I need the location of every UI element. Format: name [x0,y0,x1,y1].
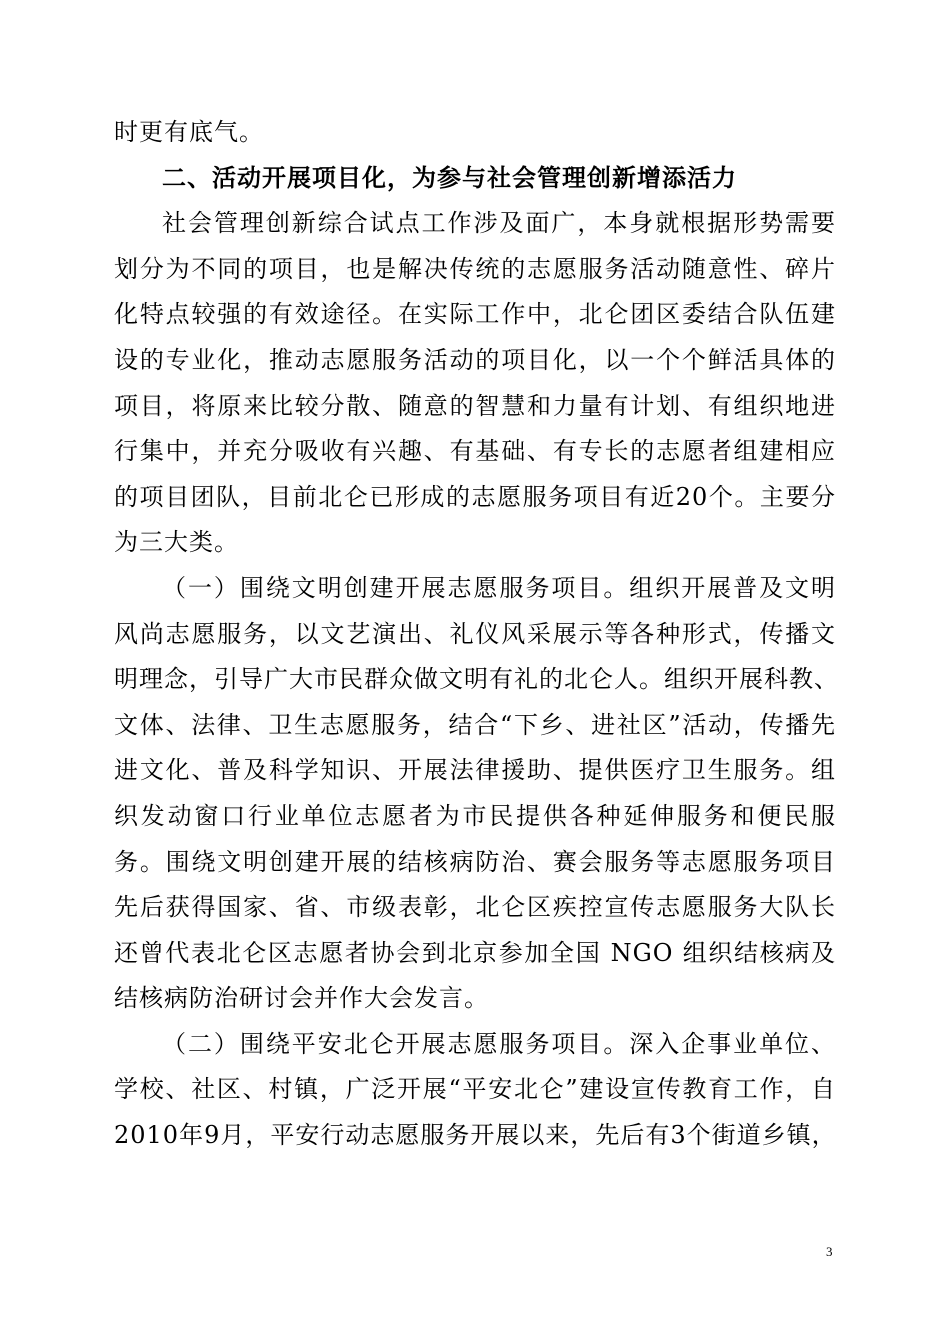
text-line: 为三大类。 [114,528,239,557]
text-line: 划分为不同的项目，也是解决传统的志愿服务活动随意性、碎片 [114,254,836,283]
text-line: 结核病防治研讨会并作大会发言。 [114,984,489,1013]
text-line: 进文化、普及科学知识、开展法律援助、提供医疗卫生服务。组 [114,756,836,785]
text-line: 设的专业化，推动志愿服务活动的项目化，以一个个鲜活具体的 [114,345,836,374]
text-line: 文体、法律、卫生志愿服务，结合“下乡、进社区”活动，传播先 [114,710,836,739]
section-heading: 二、活动开展项目化，为参与社会管理创新增添活力 [162,163,737,192]
text-line: （二）围绕平安北仑开展志愿服务项目。深入企事业单位、 [162,1029,836,1058]
document-body [114,110,839,1159]
text-line: 学校、社区、村镇，广泛开展“平安北仑”建设宣传教育工作，自 [114,1075,836,1104]
text-line: 社会管理创新综合试点工作涉及面广，本身就根据形势需要 [162,209,836,238]
text-line: 的项目团队，目前北仑已形成的志愿服务项目有近20个。主要分 [114,482,836,511]
text-line: 2010年9月，平安行动志愿服务开展以来，先后有3个街道乡镇， [114,1121,837,1150]
text-line: 时更有底气。 [114,118,264,146]
text-line: 风尚志愿服务，以文艺演出、礼仪风采展示等各种形式，传播文 [114,619,836,648]
text-line: 织发动窗口行业单位志愿者为市民提供各种延伸服务和便民服 [114,801,836,830]
text-line: 先后获得国家、省、市级表彰，北仑区疾控宣传志愿服务大队长 [114,893,836,922]
page-number: 3 [826,1244,833,1259]
text-line: 明理念，引导广大市民群众做文明有礼的北仑人。组织开展科教、 [114,665,839,694]
text-line: 务。围绕文明创建开展的结核病防治、赛会服务等志愿服务项目 [114,847,836,876]
text-line: 还曾代表北仑区志愿者协会到北京参加全国 NGO 组织结核病及 [114,938,836,967]
text-line: 化特点较强的有效途径。在实际工作中，北仑团区委结合队伍建 [114,300,836,329]
text-line: 行集中，并充分吸收有兴趣、有基础、有专长的志愿者组建相应 [114,437,836,466]
text-line: 项目，将原来比较分散、随意的智慧和力量有计划、有组织地进 [114,391,836,420]
text-line: （一）围绕文明创建开展志愿服务项目。组织开展普及文明 [162,573,836,602]
